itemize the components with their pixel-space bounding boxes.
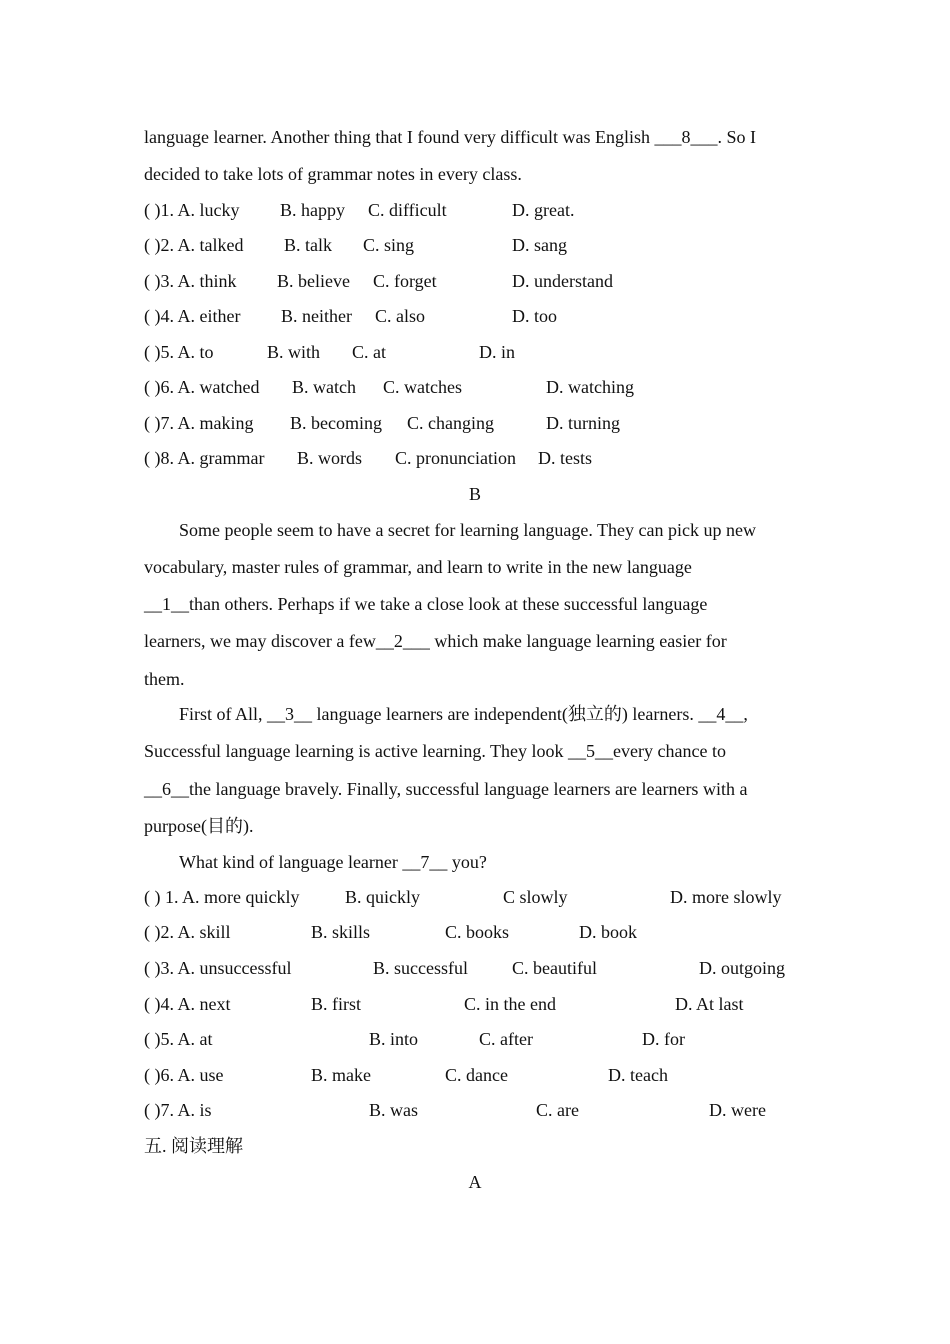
question-a-5-option-c: C. at <box>352 342 386 362</box>
question-a-3-option-d: D. understand <box>512 271 613 291</box>
question-a-2-option-c: C. sing <box>363 235 415 255</box>
question-a-8-option-d: D. tests <box>538 448 592 468</box>
question-b-7-option-c: C. are <box>536 1100 579 1120</box>
question-b-5-option-b: B. into <box>369 1029 419 1049</box>
question-a-5-stem: ( )5. A. to <box>144 342 214 362</box>
question-a-7-option-c: C. changing <box>407 413 494 433</box>
question-b-4-stem: ( )4. A. next <box>144 994 231 1014</box>
question-a-3-stem: ( )3. A. think <box>144 271 237 291</box>
question-b-2-option-c: C. books <box>445 922 510 942</box>
passage-b-p2-line-4: purpose(目的). <box>144 816 254 836</box>
question-b-3-option-d: D. outgoing <box>699 958 786 978</box>
passage-b-p1-line-1: Some people seem to have a secret for learning language. They can pick up new <box>179 520 756 540</box>
question-b-2-stem: ( )2. A. skill <box>144 922 231 942</box>
question-b-1-option-b: B. quickly <box>345 887 420 907</box>
question-b-4-option-b: B. first <box>311 994 362 1014</box>
question-b-1-option-c: C slowly <box>503 887 568 907</box>
question-a-8-option-c: C. pronunciation <box>395 448 516 468</box>
question-a-1-option-b: B. happy <box>280 200 345 220</box>
question-b-7-option-b: B. was <box>369 1100 418 1120</box>
section-b-title: B <box>468 484 481 504</box>
question-b-3-option-c: C. beautiful <box>512 958 597 978</box>
question-b-3-option-b: B. successful <box>373 958 468 978</box>
passage-b-p1-line-5: them. <box>144 669 185 689</box>
section-5a-title: A <box>468 1172 482 1192</box>
question-a-1-option-c: C. difficult <box>368 200 447 220</box>
question-b-2-option-b: B. skills <box>311 922 371 942</box>
question-a-7-option-d: D. turning <box>546 413 620 433</box>
question-a-4-option-d: D. too <box>512 306 557 326</box>
passage-a-line-1: language learner. Another thing that I found very difficult was English ___8___. So I <box>144 127 757 147</box>
question-a-8-stem: ( )8. A. grammar <box>144 448 265 468</box>
question-b-7-stem: ( )7. A. is <box>144 1100 212 1120</box>
question-a-7-stem: ( )7. A. making <box>144 413 254 433</box>
question-b-4-option-d: D. At last <box>675 994 744 1014</box>
question-b-6-option-b: B. make <box>311 1065 371 1085</box>
passage-b-p2-line-2: Successful language learning is active learning. They look __5__every chance to <box>144 741 726 761</box>
question-a-7-option-b: B. becoming <box>290 413 382 433</box>
question-a-4-option-c: C. also <box>375 306 426 326</box>
question-a-8-option-b: B. words <box>297 448 363 468</box>
question-a-6-option-c: C. watches <box>383 377 462 397</box>
question-b-4-option-c: C. in the end <box>464 994 556 1014</box>
question-b-2-option-d: D. book <box>579 922 637 942</box>
question-b-6-stem: ( )6. A. use <box>144 1065 224 1085</box>
section-5-heading: 五. 阅读理解 <box>144 1136 243 1156</box>
passage-b-p1-line-4: learners, we may discover a few__2___ which make language learning easier for <box>144 631 727 651</box>
question-b-6-option-d: D. teach <box>608 1065 668 1085</box>
question-a-1-stem: ( )1. A. lucky <box>144 200 240 220</box>
question-a-1-option-d: D. great. <box>512 200 575 220</box>
passage-b-p2-line-1: First of All, __3__ language learners are independent(独立的) learners. __4__, <box>179 704 748 724</box>
passage-b-p3: What kind of language learner __7__ you? <box>179 852 487 872</box>
question-b-5-option-d: D. for <box>642 1029 685 1049</box>
question-b-5-option-c: C. after <box>479 1029 533 1049</box>
passage-b-p1-line-2: vocabulary, master rules of grammar, and learn to write in the new language <box>144 557 692 577</box>
question-a-6-stem: ( )6. A. watched <box>144 377 260 397</box>
passage-b-p1-line-3: __1__than others. Perhaps if we take a close look at these successful language <box>144 594 708 614</box>
question-a-5-option-b: B. with <box>267 342 321 362</box>
question-b-1-stem: ( ) 1. A. more quickly <box>144 887 300 907</box>
question-b-5-stem: ( )5. A. at <box>144 1029 213 1049</box>
question-b-3-stem: ( )3. A. unsuccessful <box>144 958 292 978</box>
question-b-6-option-c: C. dance <box>445 1065 508 1085</box>
question-a-6-option-d: D. watching <box>546 377 634 397</box>
question-a-3-option-b: B. believe <box>277 271 350 291</box>
question-a-6-option-b: B. watch <box>292 377 356 397</box>
question-a-3-option-c: C. forget <box>373 271 437 291</box>
question-a-4-stem: ( )4. A. either <box>144 306 241 326</box>
question-a-2-stem: ( )2. A. talked <box>144 235 244 255</box>
question-b-7-option-d: D. were <box>709 1100 766 1120</box>
question-a-2-option-d: D. sang <box>512 235 567 255</box>
question-a-2-option-b: B. talk <box>284 235 332 255</box>
question-b-1-option-d: D. more slowly <box>670 887 782 907</box>
question-a-5-option-d: D. in <box>479 342 515 362</box>
passage-a-line-2: decided to take lots of grammar notes in every class. <box>144 164 522 184</box>
question-a-4-option-b: B. neither <box>281 306 352 326</box>
passage-b-p2-line-3: __6__the language bravely. Finally, successful language learners are learners with a <box>144 779 748 799</box>
